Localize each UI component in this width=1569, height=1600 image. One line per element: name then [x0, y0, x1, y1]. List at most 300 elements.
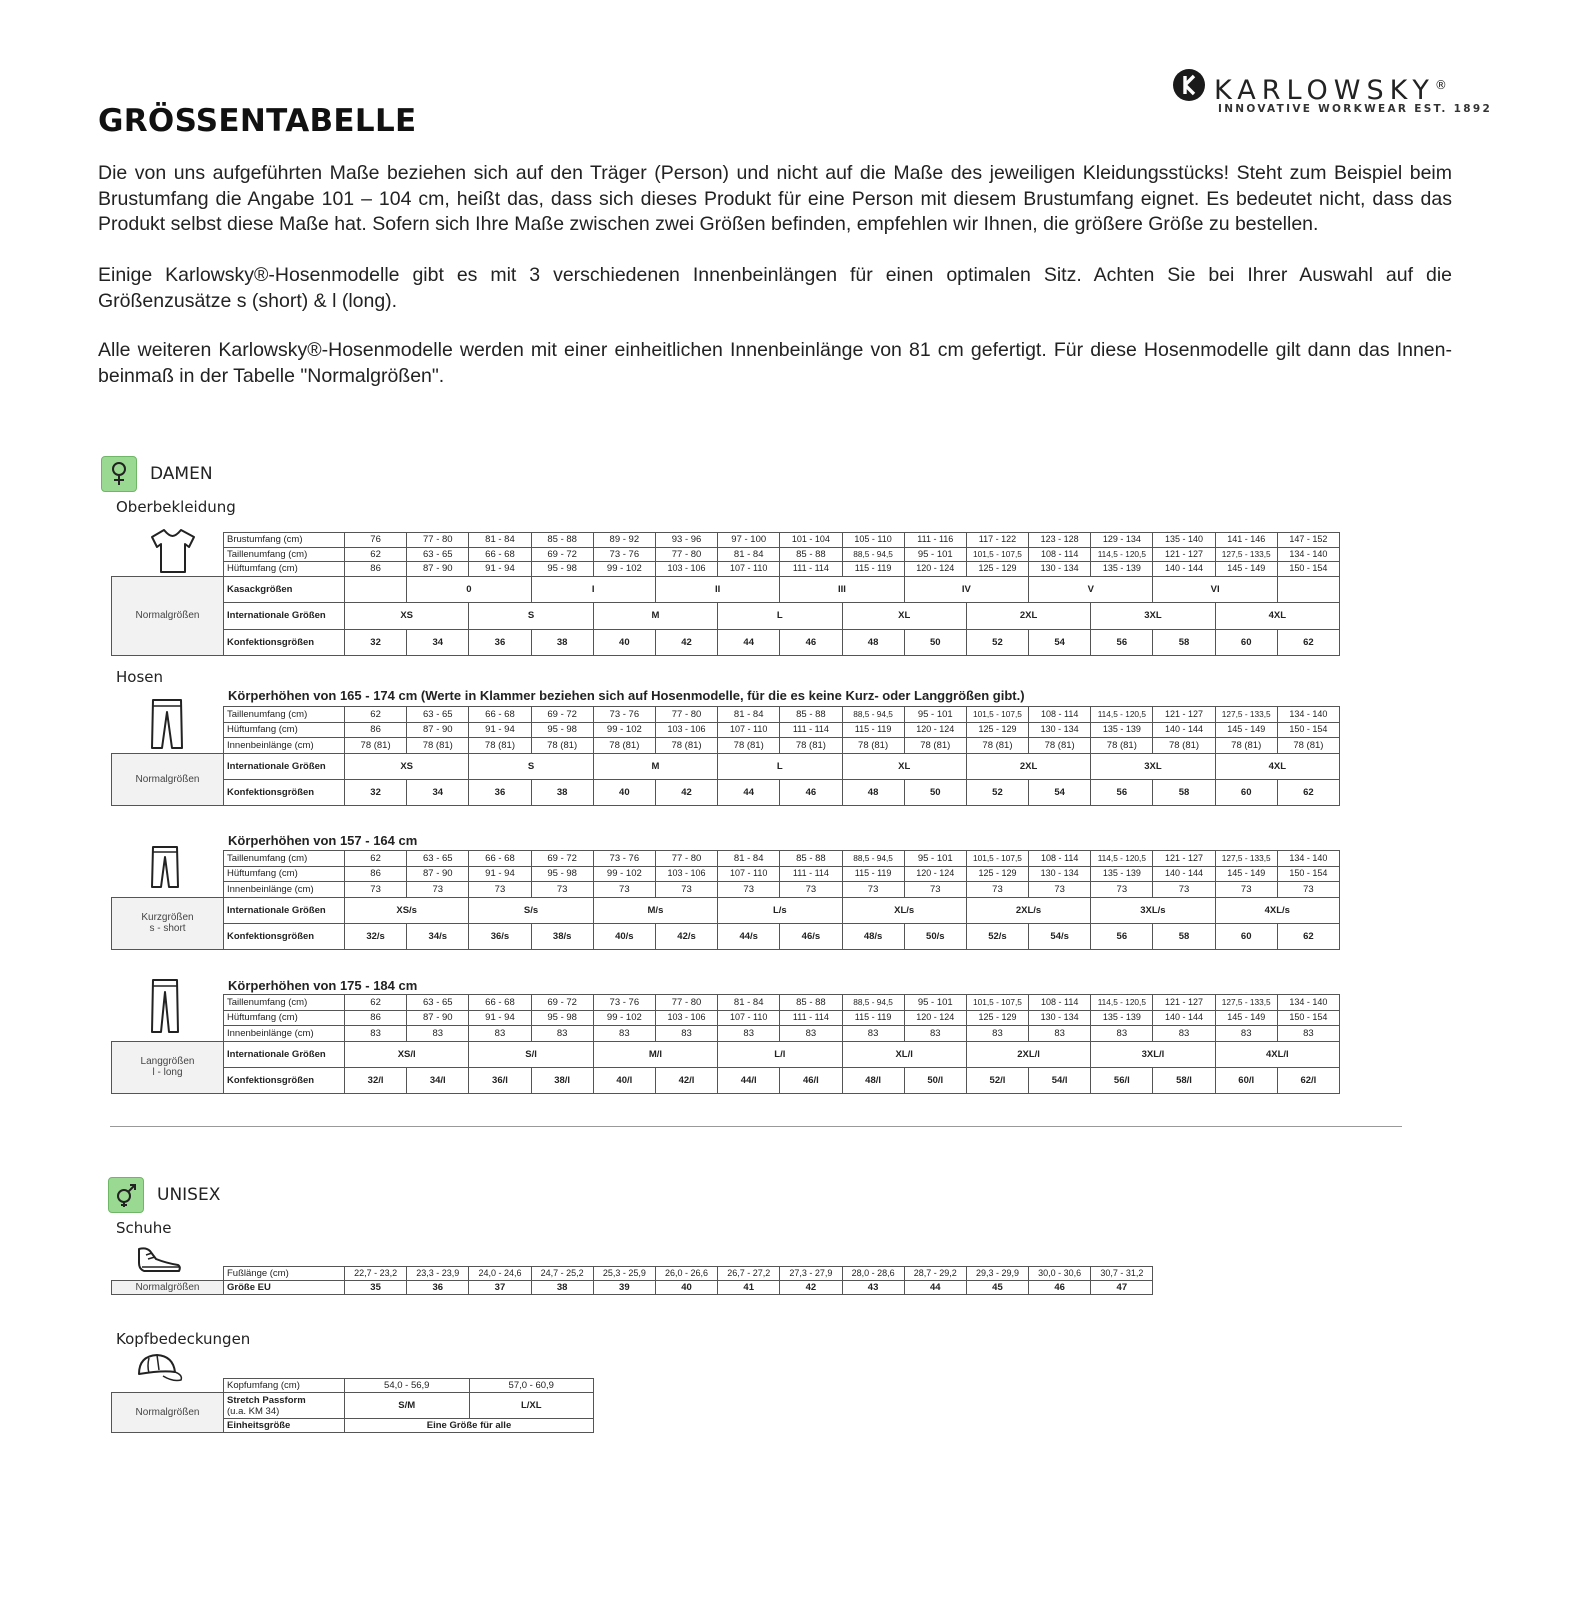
hosen-normal-measure-cell: 95 - 101: [904, 707, 966, 723]
hosen-long-konfektion-cell: 52/l: [966, 1067, 1028, 1093]
hosen-long-row-label: Taillenumfang (cm): [224, 995, 345, 1011]
ober-measure-cell: 150 - 154: [1277, 562, 1339, 577]
karlowsky-logo-mark-icon: [1172, 68, 1206, 102]
karlowsky-logo: [1172, 68, 1512, 118]
schuhe-label: Schuhe: [116, 1219, 172, 1237]
ober-measure-row: [112, 547, 1340, 562]
hosen-long-measure-cell: 134 - 140: [1277, 995, 1339, 1011]
hosen-long-measure-cell: 87 - 90: [407, 1010, 469, 1026]
ober-measure-cell: 88,5 - 94,5: [842, 547, 904, 562]
ober-kasack-cell: [345, 576, 407, 603]
hosen-long-measure-cell: 83: [531, 1026, 593, 1042]
hosen-short-international-cell: S/s: [469, 897, 593, 923]
schuhe-eu-cell: 42: [780, 1281, 842, 1295]
ober-group-label: Normalgrößen: [135, 610, 200, 622]
hosen-long-measure-cell: 107 - 110: [718, 1010, 780, 1026]
schuhe-eu-label: Größe EU: [224, 1281, 345, 1295]
ober-measure-cell: 134 - 140: [1277, 547, 1339, 562]
intro-paragraph-3: Alle weiteren Karlowsky®-Hosenmodelle werden mit einer einheitlichen Innenbeinlänge von 81 cm gefertigt. Für diese Hosenmodelle gilt dann das Innen-beinmaß in der Tabelle "Normalgrößen".: [98, 339, 1452, 387]
hosen-normal-measure-cell: 87 - 90: [407, 722, 469, 738]
damen-label: DAMEN: [150, 464, 213, 484]
ober-measure-row: [112, 533, 1340, 548]
hosen-short-measure-cell: 88,5 - 94,5: [842, 851, 904, 867]
hosen-long-konfektion-cell: 56/l: [1091, 1067, 1153, 1093]
ober-kasack-cell: V: [1029, 576, 1153, 603]
hosen-normal-measure-cell: 88,5 - 94,5: [842, 707, 904, 723]
hosen-long-measure-cell: 83: [1215, 1026, 1277, 1042]
brand-tagline: INNOVATIVE WORKWEAR EST. 1892: [1218, 103, 1493, 115]
hosen-normal-measure-cell: 91 - 94: [469, 722, 531, 738]
hosen-normal-measure-cell: 69 - 72: [531, 707, 593, 723]
damen-section-header: [101, 456, 213, 492]
hosen-short-measure-row: [112, 851, 1340, 867]
schuhe-foot-cell: 23,3 - 23,9: [407, 1267, 469, 1281]
hosen-normal-measure-cell: 145 - 149: [1215, 722, 1277, 738]
hosen-long-measure-cell: 83: [655, 1026, 717, 1042]
hosen-short-measure-cell: 73: [842, 882, 904, 898]
hosen-normal-konfektion-cell: 54: [1029, 779, 1091, 805]
hosen-normal-measure-cell: 114,5 - 120,5: [1091, 707, 1153, 723]
hosen-short-measure-cell: 115 - 119: [842, 866, 904, 882]
ober-measure-cell: 140 - 144: [1153, 562, 1215, 577]
hosen-short-measure-cell: 111 - 114: [780, 866, 842, 882]
hosen-normal-international-cell: 2XL: [966, 753, 1090, 779]
ober-blank-cell: [112, 533, 224, 548]
hosen-long-measure-cell: 83: [469, 1026, 531, 1042]
hosen-short-measure-cell: 73: [531, 882, 593, 898]
hosen-short-measure-cell: 73: [780, 882, 842, 898]
hosen-short-measure-cell: 135 - 139: [1091, 866, 1153, 882]
hosen-long-measure-cell: 120 - 124: [904, 1010, 966, 1026]
ober-international-cell: L: [718, 603, 842, 630]
unisex-label: UNISEX: [157, 1185, 221, 1205]
hosen-short-konfektion-cell: 52/s: [966, 923, 1028, 949]
hosen-normal-measure-cell: 78 (81): [780, 738, 842, 754]
hosen-short-measure-cell: 77 - 80: [655, 851, 717, 867]
schuhe-table-grid: [111, 1266, 1153, 1295]
hosen-short-measure-cell: 69 - 72: [531, 851, 593, 867]
hosen-short-measure-cell: 81 - 84: [718, 851, 780, 867]
ober-kasack-row: [112, 576, 1340, 603]
hosen-short-measure-cell: 130 - 134: [1029, 866, 1091, 882]
hosen-long-measure-cell: 115 - 119: [842, 1010, 904, 1026]
hosen-short-measure-cell: 107 - 110: [718, 866, 780, 882]
brand-name: KARLOWSKY®: [1214, 75, 1447, 106]
kopf-head-row: [112, 1379, 594, 1393]
ober-kasack-cell: III: [780, 576, 904, 603]
ober-measure-cell: 145 - 149: [1215, 562, 1277, 577]
hosen-long-measure-cell: 140 - 144: [1153, 1010, 1215, 1026]
hosen-long-international-cell: M/l: [593, 1041, 717, 1067]
kopf-stretch-label-cell: [224, 1393, 345, 1419]
hosen-short-measure-cell: 62: [345, 851, 407, 867]
ober-international-label: Internationale Größen: [224, 603, 345, 630]
ober-measure-cell: 69 - 72: [531, 547, 593, 562]
hosen-long-measure-cell: 73 - 76: [593, 995, 655, 1011]
hosen-long-measure-cell: 83: [1153, 1026, 1215, 1042]
hosen-short-konfektion-cell: 46/s: [780, 923, 842, 949]
hosen-short-konfektion-cell: 38/s: [531, 923, 593, 949]
kopf-stretch-row: [112, 1393, 594, 1419]
hosen-long-konfektion-cell: 50/l: [904, 1067, 966, 1093]
hosen-short-measure-cell: 121 - 127: [1153, 851, 1215, 867]
ober-measure-cell: 123 - 128: [1029, 533, 1091, 548]
ober-kasack-cell: [1277, 576, 1339, 603]
ober-measure-cell: 95 - 101: [904, 547, 966, 562]
ober-measure-cell: 141 - 146: [1215, 533, 1277, 548]
hosen-short-konfektion-cell: 40/s: [593, 923, 655, 949]
schuhe-eu-cell: 38: [531, 1281, 593, 1295]
hosen-short-measure-cell: 66 - 68: [469, 851, 531, 867]
hosen-long-measure-cell: 83: [966, 1026, 1028, 1042]
female-symbol-icon: [101, 456, 137, 492]
schuhe-eu-cell: 36: [407, 1281, 469, 1295]
ober-measure-cell: 63 - 65: [407, 547, 469, 562]
hosen-normal-measure-cell: 140 - 144: [1153, 722, 1215, 738]
hosen-normal-measure-cell: 127,5 - 133,5: [1215, 707, 1277, 723]
hosen-short-measure-cell: 73: [655, 882, 717, 898]
ober-measure-cell: 111 - 116: [904, 533, 966, 548]
hosen-long-group-label: Langgrößen: [140, 1056, 195, 1067]
ober-konfektion-cell: 58: [1153, 629, 1215, 656]
hosen-short-konfektion-cell: 50/s: [904, 923, 966, 949]
hosen-short-international-cell: 3XL/s: [1091, 897, 1215, 923]
schuhe-foot-label: Fußlänge (cm): [224, 1267, 345, 1281]
hosen-long-group-sublabel: l - long: [152, 1067, 183, 1078]
hosen-normal-konfektion-cell: 38: [531, 779, 593, 805]
hosen-long-international-cell: L/l: [718, 1041, 842, 1067]
ober-measure-cell: 101 - 104: [780, 533, 842, 548]
ober-measure-cell: 135 - 139: [1091, 562, 1153, 577]
hosen-normal-measure-cell: 78 (81): [904, 738, 966, 754]
schuhe-foot-row: [112, 1267, 1153, 1281]
ober-international-cell: 2XL: [966, 603, 1090, 630]
hosen-normal-measure-cell: 121 - 127: [1153, 707, 1215, 723]
hosen-short-measure-cell: 150 - 154: [1277, 866, 1339, 882]
ober-measure-cell: 111 - 114: [780, 562, 842, 577]
hosen-short-measure-cell: 127,5 - 133,5: [1215, 851, 1277, 867]
hosen-normal-international-cell: XL: [842, 753, 966, 779]
hosen-normal-konfektion-cell: 52: [966, 779, 1028, 805]
hosen-normal-measure-cell: 99 - 102: [593, 722, 655, 738]
hosen-long-measure-cell: 83: [1277, 1026, 1339, 1042]
ober-measure-row: [112, 562, 1340, 577]
hosen-normal-konfektion-cell: 32: [345, 779, 407, 805]
ober-konfektion-row: [112, 629, 1340, 656]
hosen-long-konfektion-cell: 60/l: [1215, 1067, 1277, 1093]
hosen-normal-measure-cell: 78 (81): [966, 738, 1028, 754]
hosen-short-measure-cell: 95 - 98: [531, 866, 593, 882]
hosen-normal-measure-cell: 78 (81): [1029, 738, 1091, 754]
hosen-short-blank-cell: [112, 882, 224, 898]
ober-measure-cell: 91 - 94: [469, 562, 531, 577]
kopf-stretch-label: Stretch Passform: [227, 1394, 306, 1406]
hosen-normal-measure-cell: 125 - 129: [966, 722, 1028, 738]
ober-measure-cell: 93 - 96: [655, 533, 717, 548]
hosen-normal-measure-cell: 78 (81): [718, 738, 780, 754]
hosen-long-measure-cell: 85 - 88: [780, 995, 842, 1011]
hosen-normal-konfektion-cell: 44: [718, 779, 780, 805]
ober-measure-cell: 121 - 127: [1153, 547, 1215, 562]
hosen-long-konfektion-cell: 44/l: [718, 1067, 780, 1093]
ober-konfektion-cell: 44: [718, 629, 780, 656]
hosen-normal-konfektion-cell: 50: [904, 779, 966, 805]
hosen-long-konfektion-cell: 40/l: [593, 1067, 655, 1093]
hosen-long-measure-cell: 103 - 106: [655, 1010, 717, 1026]
ober-measure-cell: 76: [345, 533, 407, 548]
hosen-normal-measure-cell: 120 - 124: [904, 722, 966, 738]
hosen-short-konfektion-cell: 58: [1153, 923, 1215, 949]
hosen-long-measure-cell: 88,5 - 94,5: [842, 995, 904, 1011]
schuhe-foot-cell: 28,7 - 29,2: [904, 1267, 966, 1281]
hosen-short-measure-cell: 73: [407, 882, 469, 898]
hosen-short-row-label: Hüftumfang (cm): [224, 866, 345, 882]
schuhe-foot-cell: 24,7 - 25,2: [531, 1267, 593, 1281]
ober-konfektion-cell: 60: [1215, 629, 1277, 656]
schuhe-foot-cell: 29,3 - 29,9: [966, 1267, 1028, 1281]
ober-international-cell: 3XL: [1091, 603, 1215, 630]
hosen-long-measure-cell: 83: [780, 1026, 842, 1042]
hosen-long-konfektion-row: [112, 1067, 1340, 1093]
ober-measure-cell: 107 - 110: [718, 562, 780, 577]
hosen-long-konfektion-cell: 32/l: [345, 1067, 407, 1093]
hosen-normal-blank-cell: [112, 707, 224, 723]
hosen-long-measure-cell: 83: [718, 1026, 780, 1042]
ober-measure-cell: 117 - 122: [966, 533, 1028, 548]
hosen-short-measure-cell: 73: [718, 882, 780, 898]
ober-measure-cell: 86: [345, 562, 407, 577]
hosen-short-international-cell: L/s: [718, 897, 842, 923]
hosen-short-international-cell: XL/s: [842, 897, 966, 923]
ober-measure-cell: 115 - 119: [842, 562, 904, 577]
hosen-normal-measure-row: [112, 722, 1340, 738]
schuhe-eu-cell: 41: [718, 1281, 780, 1295]
hosen-normal-measure-row: [112, 738, 1340, 754]
schuhe-foot-cell: 28,0 - 28,6: [842, 1267, 904, 1281]
ober-measure-cell: 87 - 90: [407, 562, 469, 577]
hosen-short-konfektion-cell: 48/s: [842, 923, 904, 949]
hosen-long-konfektion-cell: 54/l: [1029, 1067, 1091, 1093]
hosen-long-international-cell: 3XL/l: [1091, 1041, 1215, 1067]
hosen-normal-measure-cell: 78 (81): [1153, 738, 1215, 754]
hosen-short-international-row: [112, 897, 1340, 923]
hosen-short-international-cell: XS/s: [345, 897, 469, 923]
hosen-short-measure-cell: 103 - 106: [655, 866, 717, 882]
hosen-short-measure-cell: 140 - 144: [1153, 866, 1215, 882]
hosen-normal-group-cell: [112, 753, 224, 805]
hosen-long-blank-cell: [112, 995, 224, 1011]
kopf-stretch-cell: S/M: [345, 1393, 470, 1419]
hosen-long-measure-cell: 69 - 72: [531, 995, 593, 1011]
ober-kasack-cell: VI: [1153, 576, 1277, 603]
ober-konfektion-cell: 56: [1091, 629, 1153, 656]
hosen-normal-measure-row: [112, 707, 1340, 723]
hosen-long-measure-cell: 91 - 94: [469, 1010, 531, 1026]
hosen-long-measure-cell: 135 - 139: [1091, 1010, 1153, 1026]
hosen-long-konfektion-cell: 62/l: [1277, 1067, 1339, 1093]
ober-konfektion-cell: 62: [1277, 629, 1339, 656]
kopf-head-cell: 57,0 - 60,9: [469, 1379, 594, 1393]
hosen-short-measure-cell: 73: [1029, 882, 1091, 898]
ober-konfektion-cell: 48: [842, 629, 904, 656]
hosen-short-measure-row: [112, 866, 1340, 882]
ober-international-cell: XS: [345, 603, 469, 630]
hosen-normal-international-cell: 4XL: [1215, 753, 1339, 779]
hosen-long-measure-cell: 86: [345, 1010, 407, 1026]
ober-measure-cell: 85 - 88: [780, 547, 842, 562]
hosen-short-measure-cell: 120 - 124: [904, 866, 966, 882]
hosen-normal-konfektion-cell: 60: [1215, 779, 1277, 805]
ober-measure-cell: 147 - 152: [1277, 533, 1339, 548]
schuhe-eu-cell: 37: [469, 1281, 531, 1295]
hosen-short-measure-cell: 73: [1153, 882, 1215, 898]
hosen-normal-konfektion-cell: 62: [1277, 779, 1339, 805]
hosen-long-measure-cell: 101,5 - 107,5: [966, 995, 1028, 1011]
schuhe-eu-cell: 43: [842, 1281, 904, 1295]
hosen-normal-row-label: Innenbeinlänge (cm): [224, 738, 345, 754]
hosen-long-measure-cell: 83: [904, 1026, 966, 1042]
kopf-stretch-sublabel: (u.a. KM 34): [227, 1405, 280, 1417]
hosen-long-konfektion-cell: 38/l: [531, 1067, 593, 1093]
hosen-normal-konfektion-cell: 36: [469, 779, 531, 805]
ober-konfektion-cell: 36: [469, 629, 531, 656]
ober-group-cell: [112, 576, 224, 656]
kopf-head-cell: 54,0 - 56,9: [345, 1379, 470, 1393]
hosen-long-measure-cell: 121 - 127: [1153, 995, 1215, 1011]
hosen-long-international-cell: XS/l: [345, 1041, 469, 1067]
hosen-normal-international-cell: L: [718, 753, 842, 779]
hosen-short-konfektion-cell: 56: [1091, 923, 1153, 949]
hosen-normal-measure-cell: 134 - 140: [1277, 707, 1339, 723]
hosen-short-konfektion-cell: 34/s: [407, 923, 469, 949]
hosen-short-konfektion-cell: 54/s: [1029, 923, 1091, 949]
ober-measure-cell: 114,5 - 120,5: [1091, 547, 1153, 562]
hosen-normal-international-cell: XS: [345, 753, 469, 779]
ober-international-cell: 4XL: [1215, 603, 1339, 630]
hosen-long-measure-cell: 77 - 80: [655, 995, 717, 1011]
hosen-normal-measure-cell: 81 - 84: [718, 707, 780, 723]
schuhe-eu-cell: 45: [966, 1281, 1028, 1295]
ober-konfektion-cell: 32: [345, 629, 407, 656]
hosen-normal-konfektion-cell: 58: [1153, 779, 1215, 805]
hosen-normal-blank-cell: [112, 738, 224, 754]
hosen-short-table-grid: [111, 850, 1340, 950]
hosen-long-konfektion-cell: 36/l: [469, 1067, 531, 1093]
hosen-short-measure-cell: 114,5 - 120,5: [1091, 851, 1153, 867]
hosen-short-measure-cell: 101,5 - 107,5: [966, 851, 1028, 867]
oberbekleidung-table-grid: [111, 532, 1340, 656]
hosen-short-measure-cell: 73: [593, 882, 655, 898]
hosen-short-konfektion-cell: 42/s: [655, 923, 717, 949]
hosen-normal-table-grid: [111, 706, 1340, 806]
ober-konfektion-cell: 40: [593, 629, 655, 656]
hosen-short-measure-cell: 63 - 65: [407, 851, 469, 867]
hosen-normal-international-cell: M: [593, 753, 717, 779]
ober-kasack-label: Kasackgrößen: [224, 576, 345, 603]
hosen-short-konfektion-cell: 44/s: [718, 923, 780, 949]
kopfbedeckungen-label: Kopfbedeckungen: [116, 1330, 251, 1348]
kopf-einheit-cell: Eine Größe für alle: [345, 1419, 594, 1433]
hosen-normal-measure-cell: 78 (81): [1277, 738, 1339, 754]
hosen-long-konfektion-cell: 58/l: [1153, 1067, 1215, 1093]
hosen-short-row-label: Innenbeinlänge (cm): [224, 882, 345, 898]
hosen-normal-konfektion-cell: 48: [842, 779, 904, 805]
ober-measure-cell: 135 - 140: [1153, 533, 1215, 548]
hosen-normal-measure-cell: 63 - 65: [407, 707, 469, 723]
schuhe-eu-cell: 39: [593, 1281, 655, 1295]
hosen-short-measure-cell: 73 - 76: [593, 851, 655, 867]
hosen-short-measure-cell: 91 - 94: [469, 866, 531, 882]
hosen-long-international-row: [112, 1041, 1340, 1067]
hosen-long-blank-cell: [112, 1010, 224, 1026]
ober-measure-cell: 103 - 106: [655, 562, 717, 577]
hosen-long-group-cell: [112, 1041, 224, 1093]
ober-measure-cell: 89 - 92: [593, 533, 655, 548]
kopf-head-label: Kopfumfang (cm): [224, 1379, 345, 1393]
schuhe-eu-cell: 46: [1029, 1281, 1091, 1295]
schuhe-eu-cell: 40: [655, 1281, 717, 1295]
hosen-long-measure-cell: 66 - 68: [469, 995, 531, 1011]
schuhe-foot-cell: 22,7 - 23,2: [345, 1267, 407, 1281]
ober-international-row: [112, 603, 1340, 630]
hosen-short-measure-cell: 108 - 114: [1029, 851, 1091, 867]
hosen-short-measure-cell: 99 - 102: [593, 866, 655, 882]
hosen-short-measure-cell: 86: [345, 866, 407, 882]
hosen-normal-konfektion-cell: 42: [655, 779, 717, 805]
hosen-short-measure-cell: 73: [345, 882, 407, 898]
hosen-long-measure-cell: 127,5 - 133,5: [1215, 995, 1277, 1011]
hosen-long-measure-cell: 114,5 - 120,5: [1091, 995, 1153, 1011]
hosen-normal-measure-cell: 66 - 68: [469, 707, 531, 723]
hosen-normal-measure-cell: 107 - 110: [718, 722, 780, 738]
hosen-normal-measure-cell: 103 - 106: [655, 722, 717, 738]
hosen-short-measure-cell: 85 - 88: [780, 851, 842, 867]
hosen-long-caption: Körperhöhen von 175 - 184 cm: [228, 978, 418, 993]
hosen-long-international-label: Internationale Größen: [224, 1041, 345, 1067]
hosen-short-group-cell: [112, 897, 224, 949]
ober-measure-cell: 129 - 134: [1091, 533, 1153, 548]
hosen-normal-measure-cell: 78 (81): [531, 738, 593, 754]
hosen-long-measure-cell: 83: [407, 1026, 469, 1042]
hosen-long-table-grid: [111, 994, 1340, 1094]
hosen-long-international-cell: 4XL/l: [1215, 1041, 1339, 1067]
hosen-long-international-cell: XL/l: [842, 1041, 966, 1067]
hosen-long-konfektion-cell: 46/l: [780, 1067, 842, 1093]
hosen-normal-measure-cell: 78 (81): [1091, 738, 1153, 754]
hosen-long-measure-cell: 83: [593, 1026, 655, 1042]
hosen-short-konfektion-label: Konfektionsgrößen: [224, 923, 345, 949]
ober-measure-cell: 130 - 134: [1029, 562, 1091, 577]
ober-measure-cell: 108 - 114: [1029, 547, 1091, 562]
hosen-normal-konfektion-cell: 34: [407, 779, 469, 805]
schuhe-group-cell: Normalgrößen: [112, 1281, 224, 1295]
hosen-long-konfektion-label: Konfektionsgrößen: [224, 1067, 345, 1093]
ober-blank-cell: [112, 547, 224, 562]
ober-measure-cell: 95 - 98: [531, 562, 593, 577]
hosen-long-international-cell: 2XL/l: [966, 1041, 1090, 1067]
hosen-short-konfektion-cell: 62: [1277, 923, 1339, 949]
hosen-short-group-label: Kurzgrößen: [141, 912, 194, 923]
schuhe-foot-cell: 26,7 - 27,2: [718, 1267, 780, 1281]
page-title: GRÖSSENTABELLE: [98, 103, 417, 139]
hosen-normal-measure-cell: 62: [345, 707, 407, 723]
ober-measure-cell: 127,5 - 133,5: [1215, 547, 1277, 562]
hosen-normal-measure-cell: 150 - 154: [1277, 722, 1339, 738]
ober-konfektion-label: Konfektionsgrößen: [224, 629, 345, 656]
unisex-symbol-icon: [108, 1177, 144, 1213]
ober-row-label: Taillenumfang (cm): [224, 547, 345, 562]
ober-kasack-cell: IV: [904, 576, 1028, 603]
